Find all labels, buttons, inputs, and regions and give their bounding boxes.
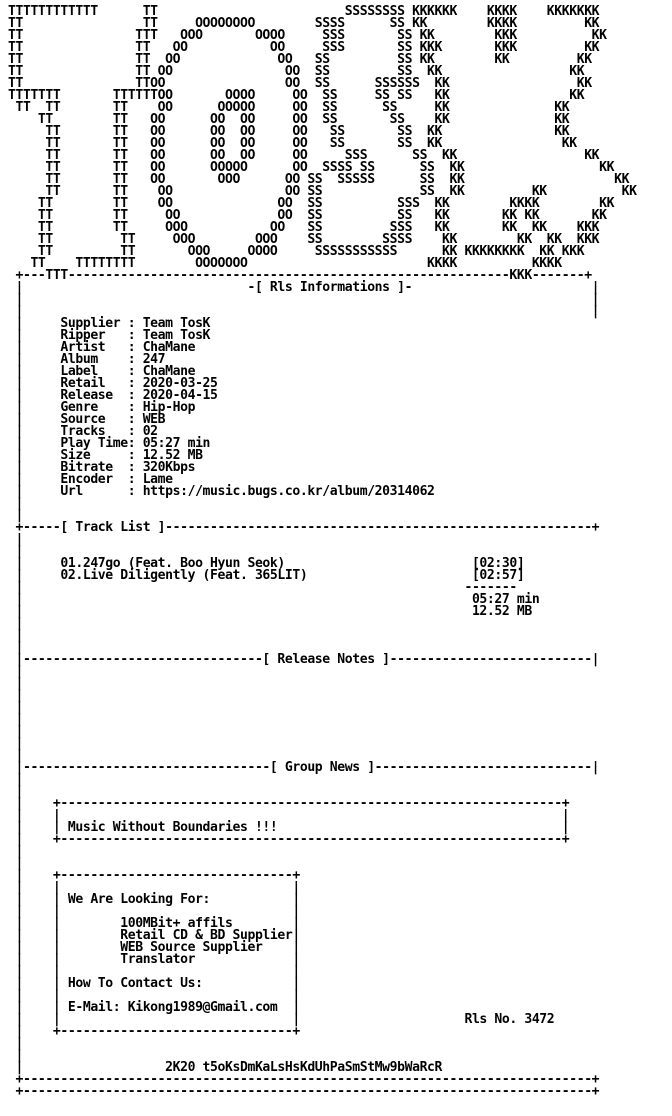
- nfo-line: |: [8, 544, 23, 559]
- nfo-line: | |: [8, 304, 600, 319]
- nfo-line: |: [8, 616, 23, 631]
- nfo-line: | -------: [8, 580, 517, 595]
- nfo-line: TTTTTTTTTTTT TT SSSSSSSS KKKKKK KKKK KKKKKKK: [8, 4, 600, 19]
- nfo-line: | | Music Without Boundaries !!! |: [8, 820, 570, 835]
- nfo-line: |: [8, 856, 23, 871]
- nfo-line: |: [8, 748, 23, 763]
- nfo-line: | +-------------------------------+: [8, 1024, 300, 1039]
- nfo-line: TT TT OO OO SS SS KK KK KK: [8, 184, 637, 199]
- nfo-line: | | |: [8, 964, 300, 979]
- nfo-line: | 01.247go (Feat. Boo Hyun Seok) [02:30]: [8, 556, 525, 571]
- nfo-line: TT TT OO OOOOO OO SSSS SS SS KK KK: [8, 160, 615, 175]
- nfo-line: | Ripper : Team TosK: [8, 328, 211, 343]
- nfo-line: TTTTTTT TTTTTTOO OOOO OO SS SS SS KK KK: [8, 88, 585, 103]
- nfo-line: |: [8, 1036, 23, 1051]
- nfo-line: |: [8, 532, 23, 547]
- nfo-line: | Retail : 2020-03-25: [8, 376, 218, 391]
- nfo-line: | -[ Rls Informations ]- |: [8, 280, 600, 295]
- nfo-line: TT TT OO OO OO OO SS SS KK KK: [8, 124, 570, 139]
- nfo-line: TT TT OOOOOOOO SSSS SS KK KKKK KK: [8, 16, 600, 31]
- nfo-line: | | E-Mail: Kikong1989@Gmail.com |: [8, 1000, 300, 1015]
- nfo-line: |: [8, 736, 23, 751]
- nfo-line: |: [8, 1048, 23, 1063]
- nfo-line: | | We Are Looking For: |: [8, 892, 300, 907]
- nfo-line: |: [8, 772, 23, 787]
- nfo-line: | 02.Live Diligently (Feat. 365LIT) [02:57]: [8, 568, 525, 583]
- nfo-line: +----------------------------------------------------------------------------+: [8, 1072, 600, 1087]
- nfo-line: |: [8, 508, 23, 523]
- nfo-line: |: [8, 784, 23, 799]
- nfo-line: | | |: [8, 808, 570, 823]
- nfo-line: | +-------------------------------------------------------------------+: [8, 832, 570, 847]
- nfo-line: | Label : ChaMane: [8, 364, 196, 379]
- nfo-line: | 12.52 MB: [8, 604, 532, 619]
- nfo-line: |: [8, 712, 23, 727]
- nfo-line: | Supplier : Team TosK: [8, 316, 211, 331]
- nfo-line: | Release : 2020-04-15: [8, 388, 218, 403]
- nfo-line: | | |: [8, 880, 300, 895]
- nfo-line: TT TT OOO OOO SS SSSS KK KK KK KKK: [8, 232, 600, 247]
- nfo-line: TT TT OO OO SS SS KK KK: [8, 64, 585, 79]
- nfo-line: | | | Rls No. 3472: [8, 1012, 555, 1027]
- nfo-line: +-----[ Track List ]---------------------------------------------------------+: [8, 520, 600, 535]
- nfo-line: | | |: [8, 904, 300, 919]
- nfo-line: | 2K20 t5oKsDmKaLsHsKdUhPaSmStMw9bWaRcR: [8, 1060, 443, 1075]
- nfo-line: TT TTOO OO SS SSSSSS KK KK: [8, 76, 592, 91]
- nfo-line: | Url : https://music.bugs.co.kr/album/20314062: [8, 484, 435, 499]
- nfo-line: |: [8, 700, 23, 715]
- nfo-line: | | Retail CD & BD Supplier|: [8, 928, 300, 943]
- nfo-line: | Tracks : 02: [8, 424, 158, 439]
- nfo-line: | Bitrate : 320Kbps: [8, 460, 196, 475]
- nfo-line: |: [8, 640, 23, 655]
- nfo-line: | | WEB Source Supplier |: [8, 940, 300, 955]
- nfo-line: TT TT OO OO SSS SS KKK KKK KK: [8, 40, 600, 55]
- nfo-line: |--------------------------------[ Release Notes ]---------------------------|: [8, 652, 600, 667]
- nfo-line: | | 100MBit+ affils |: [8, 916, 300, 931]
- nfo-line: TT TT OO OO OO OO SS SS KK KK: [8, 136, 577, 151]
- nfo-line: TT TT OO OO SS SSS KK KKKK KK: [8, 196, 615, 211]
- nfo-line: TT TT OOO OO SS SSS KK KK KK KKK: [8, 220, 600, 235]
- nfo-line: TT TT TT OO OOOOO OO SS SS KK KK: [8, 100, 570, 115]
- nfo-line: |: [8, 676, 23, 691]
- nfo-line: |: [8, 688, 23, 703]
- nfo-line: TT TTTTTTTT OOOOOOO KKKK KKKK: [8, 256, 562, 271]
- nfo-line: TT TT OO OO SS SS KK KK KK: [8, 52, 592, 67]
- nfo-line: |: [8, 844, 23, 859]
- nfo-line: | | Translator |: [8, 952, 300, 967]
- nfo-line: TT TTT OOO OOOO SSS SS KK KKK KK: [8, 28, 607, 43]
- nfo-line: TT TT OO OO SS SS KK KK KK KK: [8, 208, 607, 223]
- nfo-line: | Album : 247: [8, 352, 166, 367]
- nfo-line: |: [8, 664, 23, 679]
- nfo-line: | 05:27 min: [8, 592, 540, 607]
- nfo-line: |---------------------------------[ Group News ]-----------------------------|: [8, 760, 600, 775]
- nfo-line: |: [8, 628, 23, 643]
- nfo-line: | +-------------------------------+: [8, 868, 300, 883]
- nfo-line: | Genre : Hip-Hop: [8, 400, 196, 415]
- nfo-line: | | |: [8, 988, 300, 1003]
- nfo-line: TT TT OO OO OO OO SS SS KK KK: [8, 112, 570, 127]
- nfo-line: TT TT OO OO OO OO SSS SS KK KK: [8, 148, 600, 163]
- nfo-line: | |: [8, 292, 600, 307]
- nfo-line: | | How To Contact Us: |: [8, 976, 300, 991]
- nfo-line: | Play Time: 05:27 min: [8, 436, 211, 451]
- nfo-line: |: [8, 724, 23, 739]
- nfo-line: | Source : WEB: [8, 412, 166, 427]
- nfo-line: TT TT OOO OOOO SSSSSSSSSSS KK KKKKKKKK KK KKK: [8, 244, 585, 259]
- nfo-line: | Artist : ChaMane: [8, 340, 196, 355]
- nfo-line: | +-------------------------------------------------------------------+: [8, 796, 570, 811]
- nfo-line: |: [8, 496, 23, 511]
- nfo-line: | Encoder : Lame: [8, 472, 173, 487]
- nfo-line: | Size : 12.52 MB: [8, 448, 203, 463]
- nfo-line: +----------------------------------------------------------------------------+: [8, 1084, 600, 1099]
- nfo-line: +---TTT-----------------------------------------------------------KKK-------+: [8, 268, 592, 283]
- nfo-line: TT TT OO OOO OO SS SSSSS SS KK KK: [8, 172, 630, 187]
